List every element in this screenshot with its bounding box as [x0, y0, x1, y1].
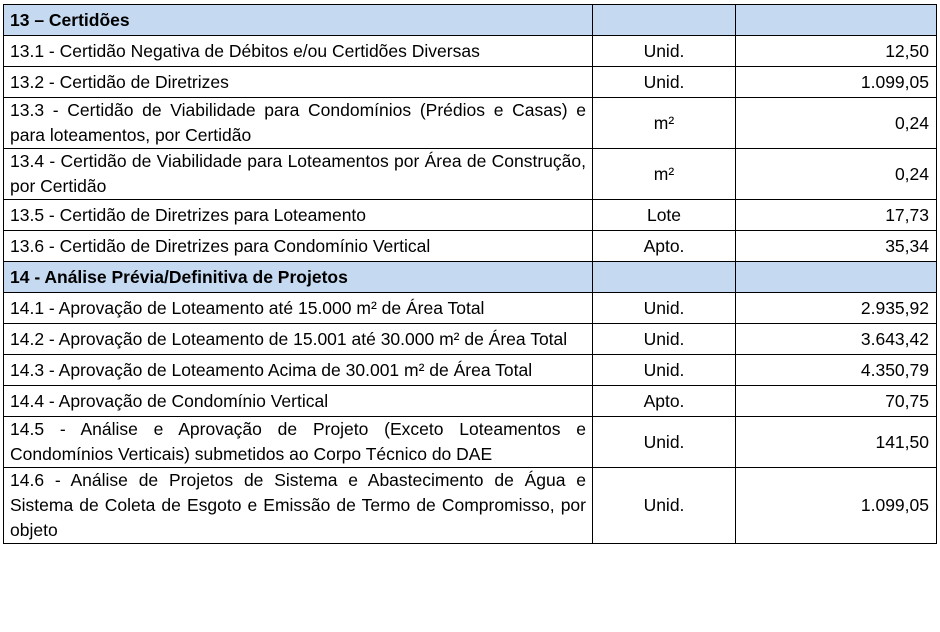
item-description: 13.6 - Certidão de Diretrizes para Condomínio Vertical: [4, 231, 593, 262]
section-header-empty-cell: [736, 262, 937, 293]
section-header-empty-cell: [593, 262, 736, 293]
table-row: [4, 36, 937, 67]
item-unit: Unid.: [593, 355, 736, 386]
table-row: [4, 293, 937, 324]
item-value: 3.643,42: [736, 324, 937, 355]
item-description: 13.4 - Certidão de Viabilidade para Loteamentos por Área de Construção, por Certidão: [4, 149, 593, 200]
item-description: 13.5 - Certidão de Diretrizes para Loteamento: [4, 200, 593, 231]
item-unit: Lote: [593, 200, 736, 231]
item-description: 13.3 - Certidão de Viabilidade para Condomínios (Prédios e Casas) e para loteamentos, por Certidão: [4, 98, 593, 149]
item-unit: Unid.: [593, 324, 736, 355]
item-value: 35,34: [736, 231, 937, 262]
item-description: 14.3 - Aprovação de Loteamento Acima de 30.001 m² de Área Total: [4, 355, 593, 386]
item-value: 0,24: [736, 98, 937, 149]
table-row: [4, 417, 937, 468]
item-unit: Unid.: [593, 293, 736, 324]
item-value: 70,75: [736, 386, 937, 417]
item-unit: Unid.: [593, 417, 736, 468]
item-description: 14.2 - Aprovação de Loteamento de 15.001 até 30.000 m² de Área Total: [4, 324, 593, 355]
item-value: 141,50: [736, 417, 937, 468]
table-row: [4, 355, 937, 386]
item-value: 1.099,05: [736, 67, 937, 98]
item-unit: Unid.: [593, 67, 736, 98]
section-header-row: [4, 5, 937, 36]
item-description: 14.5 - Análise e Aprovação de Projeto (Exceto Loteamentos e Condomínios Verticais) submetidos ao Corpo Técnico do DAE: [4, 417, 593, 468]
item-unit: Apto.: [593, 231, 736, 262]
table-row: [4, 468, 937, 544]
table-row: [4, 67, 937, 98]
table-row: [4, 98, 937, 149]
section-title: 13 – Certidões: [4, 5, 593, 36]
item-description: 14.6 - Análise de Projetos de Sistema e Abastecimento de Água e Sistema de Coleta de Esgoto e Emissão de Termo de Compromisso, por objeto: [4, 468, 593, 544]
item-unit: Apto.: [593, 386, 736, 417]
item-description: 14.1 - Aprovação de Loteamento até 15.000 m² de Área Total: [4, 293, 593, 324]
item-unit: m²: [593, 149, 736, 200]
table-row: [4, 149, 937, 200]
section-header-empty-cell: [593, 5, 736, 36]
item-value: 4.350,79: [736, 355, 937, 386]
item-unit: m²: [593, 98, 736, 149]
item-unit: Unid.: [593, 468, 736, 544]
item-value: 12,50: [736, 36, 937, 67]
item-description: 14.4 - Aprovação de Condomínio Vertical: [4, 386, 593, 417]
table-row: [4, 324, 937, 355]
item-value: 2.935,92: [736, 293, 937, 324]
item-description: 13.1 - Certidão Negativa de Débitos e/ou Certidões Diversas: [4, 36, 593, 67]
table-row: [4, 231, 937, 262]
table-row: [4, 386, 937, 417]
item-value: 17,73: [736, 200, 937, 231]
item-value: 1.099,05: [736, 468, 937, 544]
section-title: 14 - Análise Prévia/Definitiva de Projetos: [4, 262, 593, 293]
table-row: [4, 200, 937, 231]
price-table: [3, 4, 937, 544]
item-description: 13.2 - Certidão de Diretrizes: [4, 67, 593, 98]
section-header-row: [4, 262, 937, 293]
item-unit: Unid.: [593, 36, 736, 67]
item-value: 0,24: [736, 149, 937, 200]
section-header-empty-cell: [736, 5, 937, 36]
